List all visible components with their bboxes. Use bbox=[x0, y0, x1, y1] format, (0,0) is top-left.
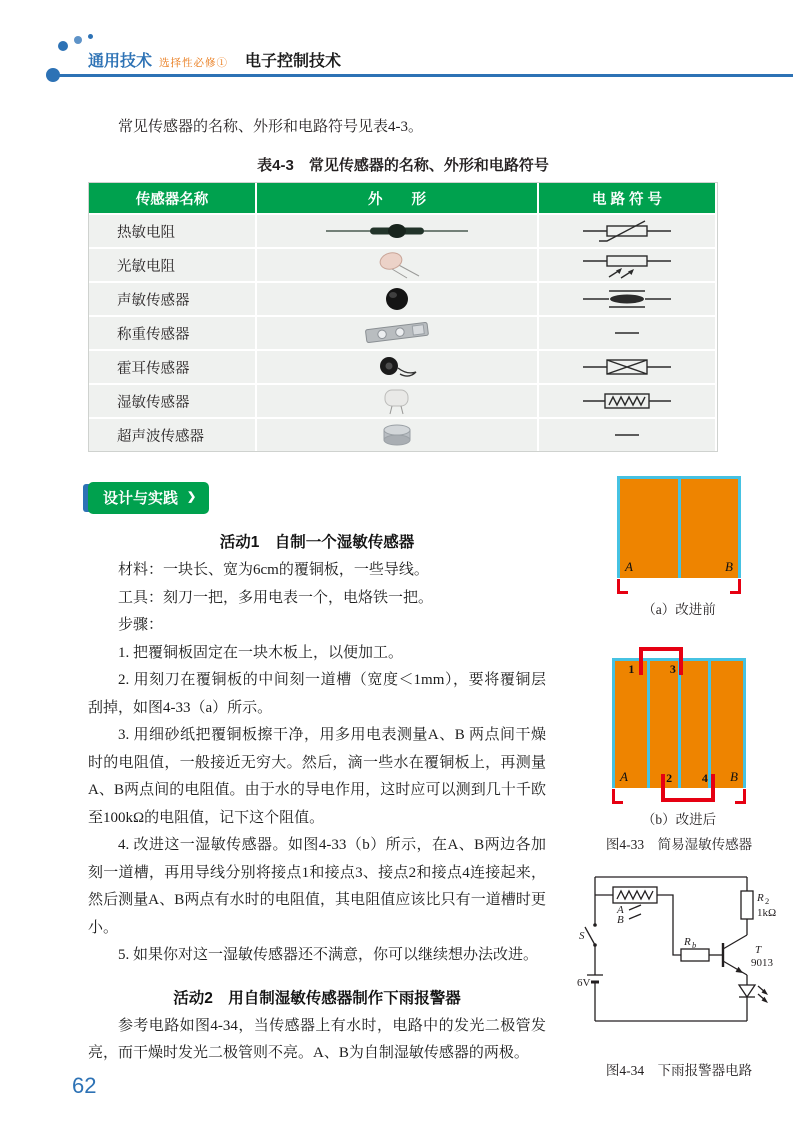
page-header bbox=[0, 0, 808, 82]
ultrasonic-sensor-photo bbox=[257, 417, 539, 451]
series-badge: 选择性必修① bbox=[159, 57, 229, 69]
col-header-symbol: 电 路 符 号 bbox=[539, 183, 715, 213]
battery-label: 6V bbox=[576, 977, 590, 989]
table-caption: 表4-3 常见传感器的名称、外形和电路符号 bbox=[257, 157, 549, 174]
r2-label: R bbox=[756, 892, 764, 904]
contact-point-3: 3 bbox=[669, 662, 676, 676]
board-groove bbox=[708, 661, 711, 788]
col-header-photo: 外 形 bbox=[257, 183, 539, 213]
sensor-name: 声敏传感器 bbox=[89, 281, 257, 315]
load-cell-photo bbox=[257, 315, 539, 349]
contact-point-1: 1 bbox=[628, 662, 635, 676]
load-cell-symbol bbox=[539, 315, 715, 349]
activity2-title: 活动2 用自制湿敏传感器制作下雨报警器 bbox=[173, 989, 461, 1007]
sensor-name: 称重传感器 bbox=[89, 315, 257, 349]
step-3: 3. 用细砂纸把覆铜板擦干净，用多用电表测量A、B 两点间干燥时的电阻值，一般接近无穷大。然后，滴一些水在覆铜板上，再测量A、B两点间的电阻值。由于水的导电作用，这时应可以测到几十千欧至100kΩ的电阻值，记下这个阻值。 bbox=[88, 727, 546, 826]
step-2: 2. 用刻刀在覆铜板的中间刻一道槽（宽度＜1mm），要将覆铜层刮掉，如图4-33（a）所示。 bbox=[88, 672, 546, 716]
sensor-table bbox=[88, 182, 718, 452]
terminal-b-label: B bbox=[616, 914, 624, 926]
r2-value-label: 1kΩ bbox=[756, 907, 776, 919]
hall-sensor-photo bbox=[257, 349, 539, 383]
terminal-a-label: A bbox=[625, 559, 633, 574]
intro-text: 常见传感器的名称、外形和电路符号见表4-3。 bbox=[118, 119, 423, 135]
figure-4-33b bbox=[558, 658, 800, 853]
header-dot-icon bbox=[46, 68, 60, 82]
badge-label: 设计与实践 bbox=[103, 490, 179, 507]
wire-jumper-1-3 bbox=[639, 647, 683, 675]
photoresistor-photo bbox=[257, 247, 539, 281]
design-practice-badge bbox=[88, 482, 209, 514]
figure-4-33a bbox=[558, 476, 800, 618]
tools-line: 工具：刻刀一把，多用电表一个，电烙铁一把。 bbox=[118, 589, 434, 606]
figure-4-34 bbox=[558, 863, 800, 1079]
page-number: 62 bbox=[72, 1073, 97, 1098]
sound-sensor-symbol bbox=[539, 281, 715, 315]
r2-subscript: 2 bbox=[764, 896, 769, 906]
humidity-sensor-symbol bbox=[539, 383, 715, 417]
red-corner-mark bbox=[735, 789, 746, 804]
materials-line: 材料：一块长、宽为6cm的覆铜板，一些导线。 bbox=[118, 562, 429, 578]
transistor-model-label: 9013 bbox=[750, 957, 773, 969]
contact-point-2: 2 bbox=[666, 771, 673, 785]
terminal-b-label: B bbox=[730, 769, 738, 784]
sound-sensor-photo bbox=[257, 281, 539, 315]
terminal-a-label: A bbox=[620, 769, 628, 784]
photoresistor-symbol bbox=[539, 247, 715, 281]
rb-label: R bbox=[683, 936, 691, 948]
contact-point-4: 4 bbox=[701, 771, 708, 785]
figure-b-label: （b）改进后 bbox=[641, 812, 717, 827]
chevron-right-icon: ❯ bbox=[187, 491, 197, 503]
hall-sensor-symbol bbox=[539, 349, 715, 383]
thermistor-symbol bbox=[539, 213, 715, 247]
series-name: 通用技术 bbox=[88, 53, 153, 70]
humidity-sensor-photo bbox=[257, 383, 539, 417]
copper-board-after bbox=[612, 658, 746, 788]
col-header-name: 传感器名称 bbox=[89, 183, 257, 213]
red-corner-mark bbox=[612, 789, 623, 804]
step-4: 4. 改进这一湿敏传感器。如图4-33（b）所示，在A、B两边各加刻一道槽，再用导线分别将接点1和接点3、接点2和接点4连接起来，然后测量A、B两点有水时的电阻值，其电阻值应该比只有一道槽时更小。 bbox=[88, 837, 546, 936]
book-title: 电子控制技术 bbox=[245, 53, 342, 70]
figure-a-label: （a）改进前 bbox=[642, 602, 716, 617]
sensor-name: 霍耳传感器 bbox=[89, 349, 257, 383]
step-1: 1. 把覆铜板固定在一块木板上，以便加工。 bbox=[118, 644, 404, 661]
red-corner-mark bbox=[730, 579, 741, 594]
steps-label: 步骤： bbox=[118, 617, 164, 633]
sensor-name: 湿敏传感器 bbox=[89, 383, 257, 417]
sensor-name: 超声波传感器 bbox=[89, 417, 257, 451]
red-corner-mark bbox=[617, 579, 628, 594]
terminal-a-label: A bbox=[616, 904, 624, 916]
ultrasonic-sensor-symbol bbox=[539, 417, 715, 451]
terminal-b-label: B bbox=[725, 559, 733, 574]
step-5: 5. 如果你对这一湿敏传感器还不满意，你可以继续想办法改进。 bbox=[118, 947, 539, 963]
figure-4-33-caption: 图4-33 简易湿敏传感器 bbox=[605, 837, 753, 852]
header-rule bbox=[48, 74, 793, 77]
activity2-body: 参考电路如图4-34，当传感器上有水时，电路中的发光二极管发亮，而干燥时发光二极管则不亮。A、B为自制湿敏传感器的两极。 bbox=[88, 1017, 546, 1061]
board-groove bbox=[678, 661, 681, 788]
copper-board-before bbox=[617, 476, 741, 578]
activity1-title: 活动1 自制一个湿敏传感器 bbox=[219, 534, 415, 551]
rb-subscript: b bbox=[691, 940, 696, 950]
rain-alarm-circuit bbox=[577, 863, 782, 1049]
sensor-name: 光敏电阻 bbox=[89, 247, 257, 281]
transistor-label: T bbox=[754, 944, 761, 956]
board-groove bbox=[678, 479, 681, 578]
figure-4-34-caption: 图4-34 下雨报警器电路 bbox=[605, 1063, 753, 1078]
switch-label: S bbox=[578, 930, 584, 942]
sensor-name: 热敏电阻 bbox=[89, 213, 257, 247]
thermistor-photo bbox=[257, 213, 539, 247]
board-groove bbox=[647, 661, 650, 788]
